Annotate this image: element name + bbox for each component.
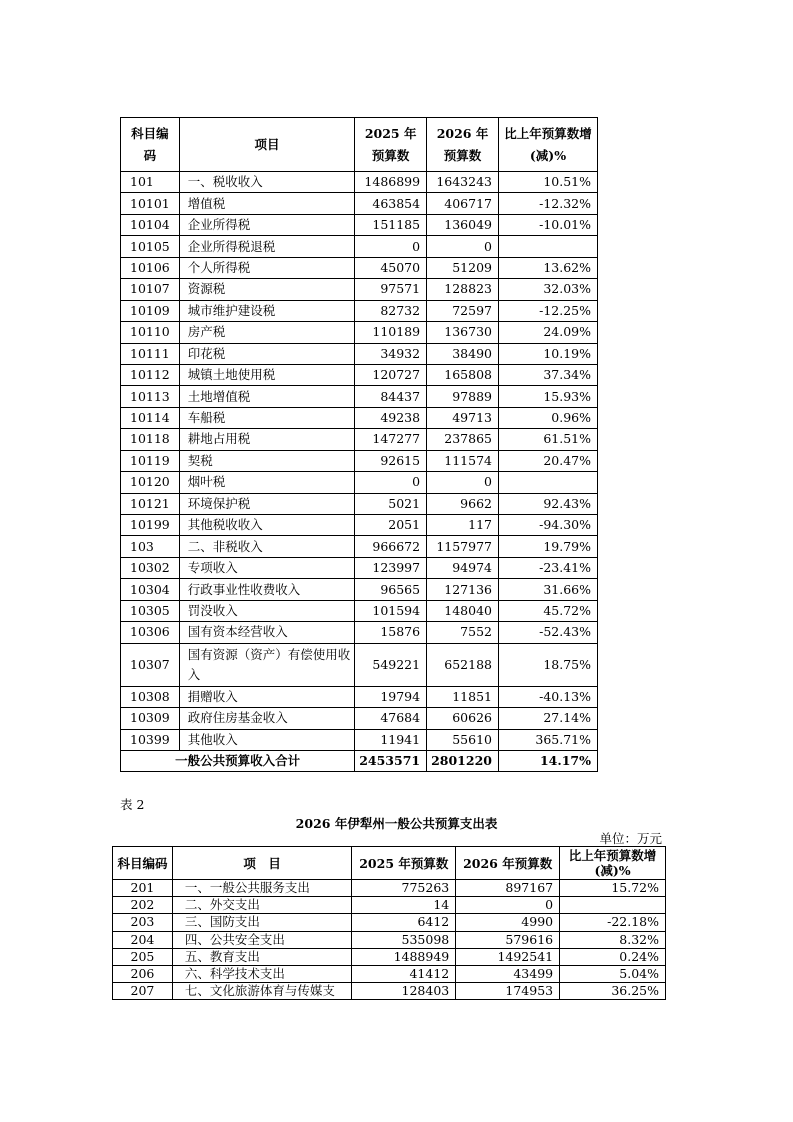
cell-item: 三、国防支出	[172, 914, 352, 931]
cell-code: 202	[113, 897, 173, 914]
cell-2026: 94974	[427, 557, 499, 578]
table-row	[121, 622, 598, 643]
cell-2026: 72597	[427, 300, 499, 321]
cell-change: -94.30%	[498, 515, 597, 536]
cell-change: 92.43%	[498, 493, 597, 514]
cell-code: 10305	[121, 600, 180, 621]
cell-item: 一、一般公共服务支出	[172, 880, 352, 897]
table-row	[121, 579, 598, 600]
total-change: 14.17%	[498, 750, 597, 771]
cell-change: 13.62%	[498, 257, 597, 278]
cell-2026: 111574	[427, 450, 499, 471]
cell-item: 七、文化旅游体育与传媒支	[172, 983, 352, 1000]
cell-2026: 579616	[456, 931, 560, 948]
cell-item: 印花税	[179, 343, 355, 364]
cell-code: 10109	[121, 300, 180, 321]
cell-2025: 45070	[355, 257, 427, 278]
header-item: 项 目	[172, 847, 352, 880]
cell-2025: 49238	[355, 407, 427, 428]
cell-code: 10199	[121, 515, 180, 536]
cell-item: 专项收入	[179, 557, 355, 578]
cell-2026: 0	[427, 236, 499, 257]
cell-change: 10.19%	[498, 343, 597, 364]
cell-change	[560, 897, 666, 914]
cell-code: 10118	[121, 429, 180, 450]
cell-change: 0.96%	[498, 407, 597, 428]
cell-change: 19.79%	[498, 536, 597, 557]
cell-item: 五、教育支出	[172, 948, 352, 965]
cell-item: 个人所得税	[179, 257, 355, 278]
table-row	[121, 193, 598, 214]
cell-item: 增值税	[179, 193, 355, 214]
cell-change: 8.32%	[560, 931, 666, 948]
cell-change: 36.25%	[560, 983, 666, 1000]
cell-code: 10308	[121, 686, 180, 707]
cell-2025: 549221	[355, 643, 427, 686]
table-row	[121, 257, 598, 278]
table-row	[121, 493, 598, 514]
cell-item: 土地增值税	[179, 386, 355, 407]
table-row	[121, 236, 598, 257]
cell-2025: 0	[355, 236, 427, 257]
cell-change: 10.51%	[498, 172, 597, 193]
cell-item: 二、非税收入	[179, 536, 355, 557]
cell-code: 206	[113, 965, 173, 982]
cell-change: -40.13%	[498, 686, 597, 707]
cell-2026: 406717	[427, 193, 499, 214]
cell-item: 国有资本经营收入	[179, 622, 355, 643]
cell-2025: 966672	[355, 536, 427, 557]
revenue-table-body	[121, 172, 598, 751]
cell-2025: 6412	[352, 914, 456, 931]
cell-2025: 2051	[355, 515, 427, 536]
cell-2025: 47684	[355, 708, 427, 729]
cell-2026: 117	[427, 515, 499, 536]
cell-change: 45.72%	[498, 600, 597, 621]
cell-code: 10121	[121, 493, 180, 514]
header-change: 比上年预算数增(减)%	[498, 118, 597, 172]
cell-2025: 120727	[355, 364, 427, 385]
cell-2026: 51209	[427, 257, 499, 278]
cell-2026: 1157977	[427, 536, 499, 557]
cell-2025: 147277	[355, 429, 427, 450]
cell-2026: 127136	[427, 579, 499, 600]
cell-change: 20.47%	[498, 450, 597, 471]
cell-change	[498, 236, 597, 257]
cell-2026: 1643243	[427, 172, 499, 193]
total-row	[121, 750, 598, 771]
cell-item: 城镇土地使用税	[179, 364, 355, 385]
cell-code: 10309	[121, 708, 180, 729]
cell-code: 10302	[121, 557, 180, 578]
table-row	[113, 897, 666, 914]
cell-change: 18.75%	[498, 643, 597, 686]
header-code: 科目编码	[121, 118, 180, 172]
table-row	[121, 729, 598, 750]
cell-2026: 43499	[456, 965, 560, 982]
cell-2025: 41412	[352, 965, 456, 982]
table2-label: 表 2	[120, 797, 145, 812]
cell-code: 10120	[121, 472, 180, 493]
table-row	[113, 931, 666, 948]
table-row	[121, 300, 598, 321]
cell-2026: 174953	[456, 983, 560, 1000]
cell-2025: 5021	[355, 493, 427, 514]
cell-2025: 463854	[355, 193, 427, 214]
cell-2025: 84437	[355, 386, 427, 407]
cell-change: 24.09%	[498, 322, 597, 343]
cell-2026: 4990	[456, 914, 560, 931]
cell-code: 10307	[121, 643, 180, 686]
cell-2025: 1488949	[352, 948, 456, 965]
cell-2026: 652188	[427, 643, 499, 686]
cell-2026: 60626	[427, 708, 499, 729]
cell-code: 10107	[121, 279, 180, 300]
total-2026: 2801220	[427, 750, 499, 771]
cell-2025: 151185	[355, 214, 427, 235]
header-code: 科目编码	[113, 847, 173, 880]
total-label: 一般公共预算收入合计	[121, 750, 355, 771]
cell-item: 城市维护建设税	[179, 300, 355, 321]
cell-code: 101	[121, 172, 180, 193]
cell-code: 10101	[121, 193, 180, 214]
cell-change: 31.66%	[498, 579, 597, 600]
cell-2025: 19794	[355, 686, 427, 707]
cell-change: 32.03%	[498, 279, 597, 300]
table-row	[113, 983, 666, 1000]
cell-item: 六、科学技术支出	[172, 965, 352, 982]
table-row	[121, 515, 598, 536]
table-row	[121, 429, 598, 450]
cell-2025: 96565	[355, 579, 427, 600]
cell-item: 行政事业性收费收入	[179, 579, 355, 600]
cell-item: 车船税	[179, 407, 355, 428]
cell-item: 契税	[179, 450, 355, 471]
cell-change: -22.18%	[560, 914, 666, 931]
cell-code: 204	[113, 931, 173, 948]
cell-2025: 92615	[355, 450, 427, 471]
cell-2025: 34932	[355, 343, 427, 364]
table-row	[121, 322, 598, 343]
expenditure-table-body	[113, 880, 666, 1000]
header-2025: 2025 年预算数	[352, 847, 456, 880]
cell-code: 10399	[121, 729, 180, 750]
table-row	[121, 214, 598, 235]
cell-2025: 775263	[352, 880, 456, 897]
cell-item: 烟叶税	[179, 472, 355, 493]
cell-2025: 15876	[355, 622, 427, 643]
cell-code: 10106	[121, 257, 180, 278]
cell-item: 企业所得税	[179, 214, 355, 235]
cell-item: 国有资源（资产）有偿使用收入	[179, 643, 355, 686]
table-row	[121, 643, 598, 686]
cell-item: 环境保护税	[179, 493, 355, 514]
cell-code: 10110	[121, 322, 180, 343]
cell-item: 其他税收收入	[179, 515, 355, 536]
table-row	[121, 708, 598, 729]
cell-2026: 148040	[427, 600, 499, 621]
table-row	[121, 343, 598, 364]
cell-item: 政府住房基金收入	[179, 708, 355, 729]
cell-2025: 82732	[355, 300, 427, 321]
cell-item: 罚没收入	[179, 600, 355, 621]
cell-change: 61.51%	[498, 429, 597, 450]
cell-code: 10304	[121, 579, 180, 600]
cell-change: 5.04%	[560, 965, 666, 982]
cell-change: 15.93%	[498, 386, 597, 407]
cell-code: 10119	[121, 450, 180, 471]
cell-2025: 110189	[355, 322, 427, 343]
cell-change: -12.32%	[498, 193, 597, 214]
cell-change	[498, 472, 597, 493]
cell-2026: 49713	[427, 407, 499, 428]
cell-code: 103	[121, 536, 180, 557]
table-row	[121, 557, 598, 578]
table-row	[113, 880, 666, 897]
table-row	[121, 686, 598, 707]
table-row	[121, 386, 598, 407]
cell-item: 其他收入	[179, 729, 355, 750]
table-row	[121, 472, 598, 493]
cell-2026: 7552	[427, 622, 499, 643]
cell-2026: 38490	[427, 343, 499, 364]
table-row	[121, 364, 598, 385]
cell-2026: 11851	[427, 686, 499, 707]
total-2025: 2453571	[355, 750, 427, 771]
table-row	[121, 536, 598, 557]
cell-code: 207	[113, 983, 173, 1000]
cell-2026: 55610	[427, 729, 499, 750]
cell-item: 捐赠收入	[179, 686, 355, 707]
table-row	[113, 914, 666, 931]
cell-change: 15.72%	[560, 880, 666, 897]
cell-item: 耕地占用税	[179, 429, 355, 450]
cell-item: 二、外交支出	[172, 897, 352, 914]
table-row	[121, 172, 598, 193]
cell-2026: 97889	[427, 386, 499, 407]
cell-2026: 897167	[456, 880, 560, 897]
cell-change: 0.24%	[560, 948, 666, 965]
unit-label: 单位：万元	[599, 831, 662, 846]
cell-2026: 1492541	[456, 948, 560, 965]
table2-title: 2026 年伊犁州一般公共预算支出表	[295, 816, 498, 831]
cell-change: -12.25%	[498, 300, 597, 321]
header-change: 比上年预算数增(减)%	[560, 847, 666, 880]
revenue-table	[120, 117, 598, 772]
cell-2026: 9662	[427, 493, 499, 514]
cell-2026: 136730	[427, 322, 499, 343]
cell-change: 37.34%	[498, 364, 597, 385]
cell-code: 10111	[121, 343, 180, 364]
cell-code: 201	[113, 880, 173, 897]
table-row	[113, 965, 666, 982]
header-item: 项目	[179, 118, 355, 172]
cell-2026: 136049	[427, 214, 499, 235]
cell-2025: 101594	[355, 600, 427, 621]
cell-2026: 0	[427, 472, 499, 493]
cell-2025: 14	[352, 897, 456, 914]
cell-2025: 128403	[352, 983, 456, 1000]
cell-code: 203	[113, 914, 173, 931]
cell-item: 一、税收收入	[179, 172, 355, 193]
cell-code: 10113	[121, 386, 180, 407]
cell-2025: 97571	[355, 279, 427, 300]
cell-2025: 535098	[352, 931, 456, 948]
cell-2026: 128823	[427, 279, 499, 300]
cell-change: -52.43%	[498, 622, 597, 643]
header-2026: 2026 年预算数	[427, 118, 499, 172]
cell-item: 资源税	[179, 279, 355, 300]
cell-change: -23.41%	[498, 557, 597, 578]
cell-2025: 1486899	[355, 172, 427, 193]
table-row	[121, 279, 598, 300]
cell-2026: 0	[456, 897, 560, 914]
cell-2025: 0	[355, 472, 427, 493]
cell-change: 27.14%	[498, 708, 597, 729]
cell-code: 10114	[121, 407, 180, 428]
table-row	[121, 450, 598, 471]
cell-item: 房产税	[179, 322, 355, 343]
cell-code: 10306	[121, 622, 180, 643]
header-2026: 2026 年预算数	[456, 847, 560, 880]
cell-2025: 123997	[355, 557, 427, 578]
cell-change: -10.01%	[498, 214, 597, 235]
cell-2026: 237865	[427, 429, 499, 450]
cell-item: 四、公共安全支出	[172, 931, 352, 948]
header-2025: 2025 年预算数	[355, 118, 427, 172]
table-row	[113, 948, 666, 965]
table-row	[121, 600, 598, 621]
cell-2026: 165808	[427, 364, 499, 385]
table-header-row	[121, 118, 598, 172]
cell-2025: 11941	[355, 729, 427, 750]
expenditure-table	[112, 846, 666, 1000]
table-row	[121, 407, 598, 428]
cell-code: 205	[113, 948, 173, 965]
cell-item: 企业所得税退税	[179, 236, 355, 257]
cell-code: 10104	[121, 214, 180, 235]
table-header-row	[113, 847, 666, 880]
cell-code: 10112	[121, 364, 180, 385]
cell-code: 10105	[121, 236, 180, 257]
cell-change: 365.71%	[498, 729, 597, 750]
